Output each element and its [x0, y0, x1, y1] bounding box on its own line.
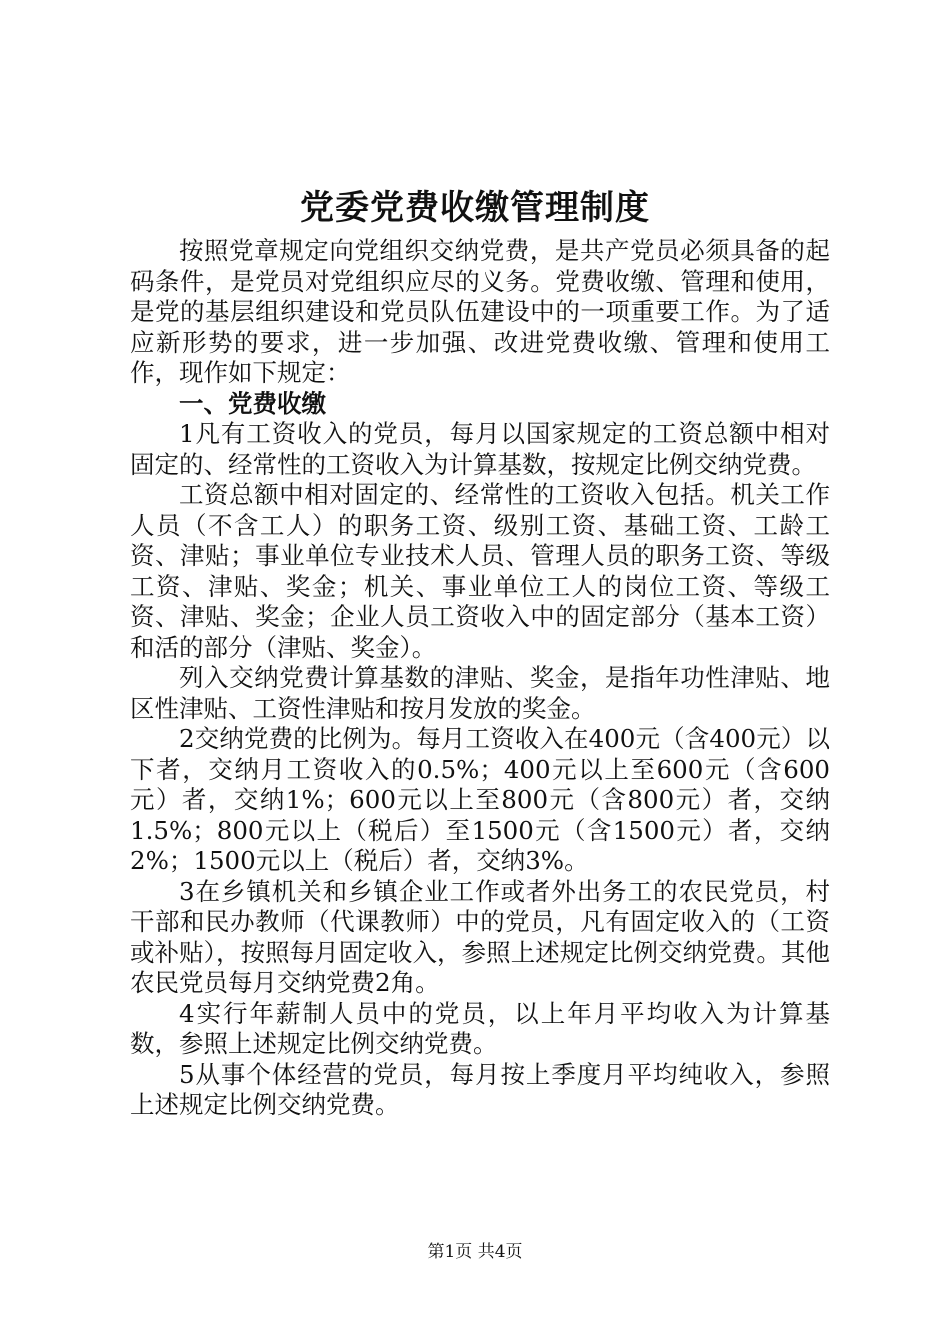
section-heading: 一、党费收缴	[179, 388, 326, 418]
paragraph-wage-scope: 工资总额中相对固定的、经常性的工资收入包括。机关工作人员（不含工人）的职务工资、级别工资、基础工资、工龄工资、津贴；事业单位专业技术人员、管理人员的职务工资、等级工资、津贴、奖金；机关、事业单位工人的岗位工资、等级工资、津贴、奖金；企业人员工资收入中的固定部分（基本工资）和活的部分（津贴、奖金）。	[130, 480, 830, 662]
document-body	[130, 236, 830, 1121]
page-footer: 第1页 共4页	[427, 1242, 523, 1262]
paragraph-item-4: 4实行年薪制人员中的党员，以上年月平均收入为计算基数，参照上述规定比例交纳党费。	[130, 998, 830, 1058]
paragraph-item-2: 2交纳党费的比例为。每月工资收入在400元（含400元）以下者，交纳月工资收入的0.5%；400元以上至600元（含600元）者，交纳1%；600元以上至800元（含800元）者，交纳1.5%；800元以上（税后）至1500元（含1500元）者，交纳2%；1500元以上（税后）者，交纳3%。	[130, 724, 830, 875]
paragraph-item-3: 3在乡镇机关和乡镇企业工作或者外出务工的农民党员，村干部和民办教师（代课教师）中的党员，凡有固定收入的（工资或补贴），按照每月固定收入，参照上述规定比例交纳党费。其他农民党员每月交纳党费2角。	[130, 876, 830, 997]
paragraph-allowance: 列入交纳党费计算基数的津贴、奖金，是指年功性津贴、地区性津贴、工资性津贴和按月发放的奖金。	[130, 663, 830, 723]
paragraph-item-1: 1凡有工资收入的党员，每月以国家规定的工资总额中相对固定的、经常性的工资收入为计算基数，按规定比例交纳党费。	[130, 419, 830, 479]
document-title: 党委党费收缴管理制度	[300, 188, 650, 228]
intro-paragraph: 按照党章规定向党组织交纳党费，是共产党员必须具备的起码条件，是党员对党组织应尽的义务。党费收缴、管理和使用，是党的基层组织建设和党员队伍建设中的一项重要工作。为了适应新形势的要求，进一步加强、改进党费收缴、管理和使用工作，现作如下规定：	[130, 236, 830, 387]
paragraph-item-5: 5从事个体经营的党员，每月按上季度月平均纯收入，参照上述规定比例交纳党费。	[130, 1059, 830, 1119]
